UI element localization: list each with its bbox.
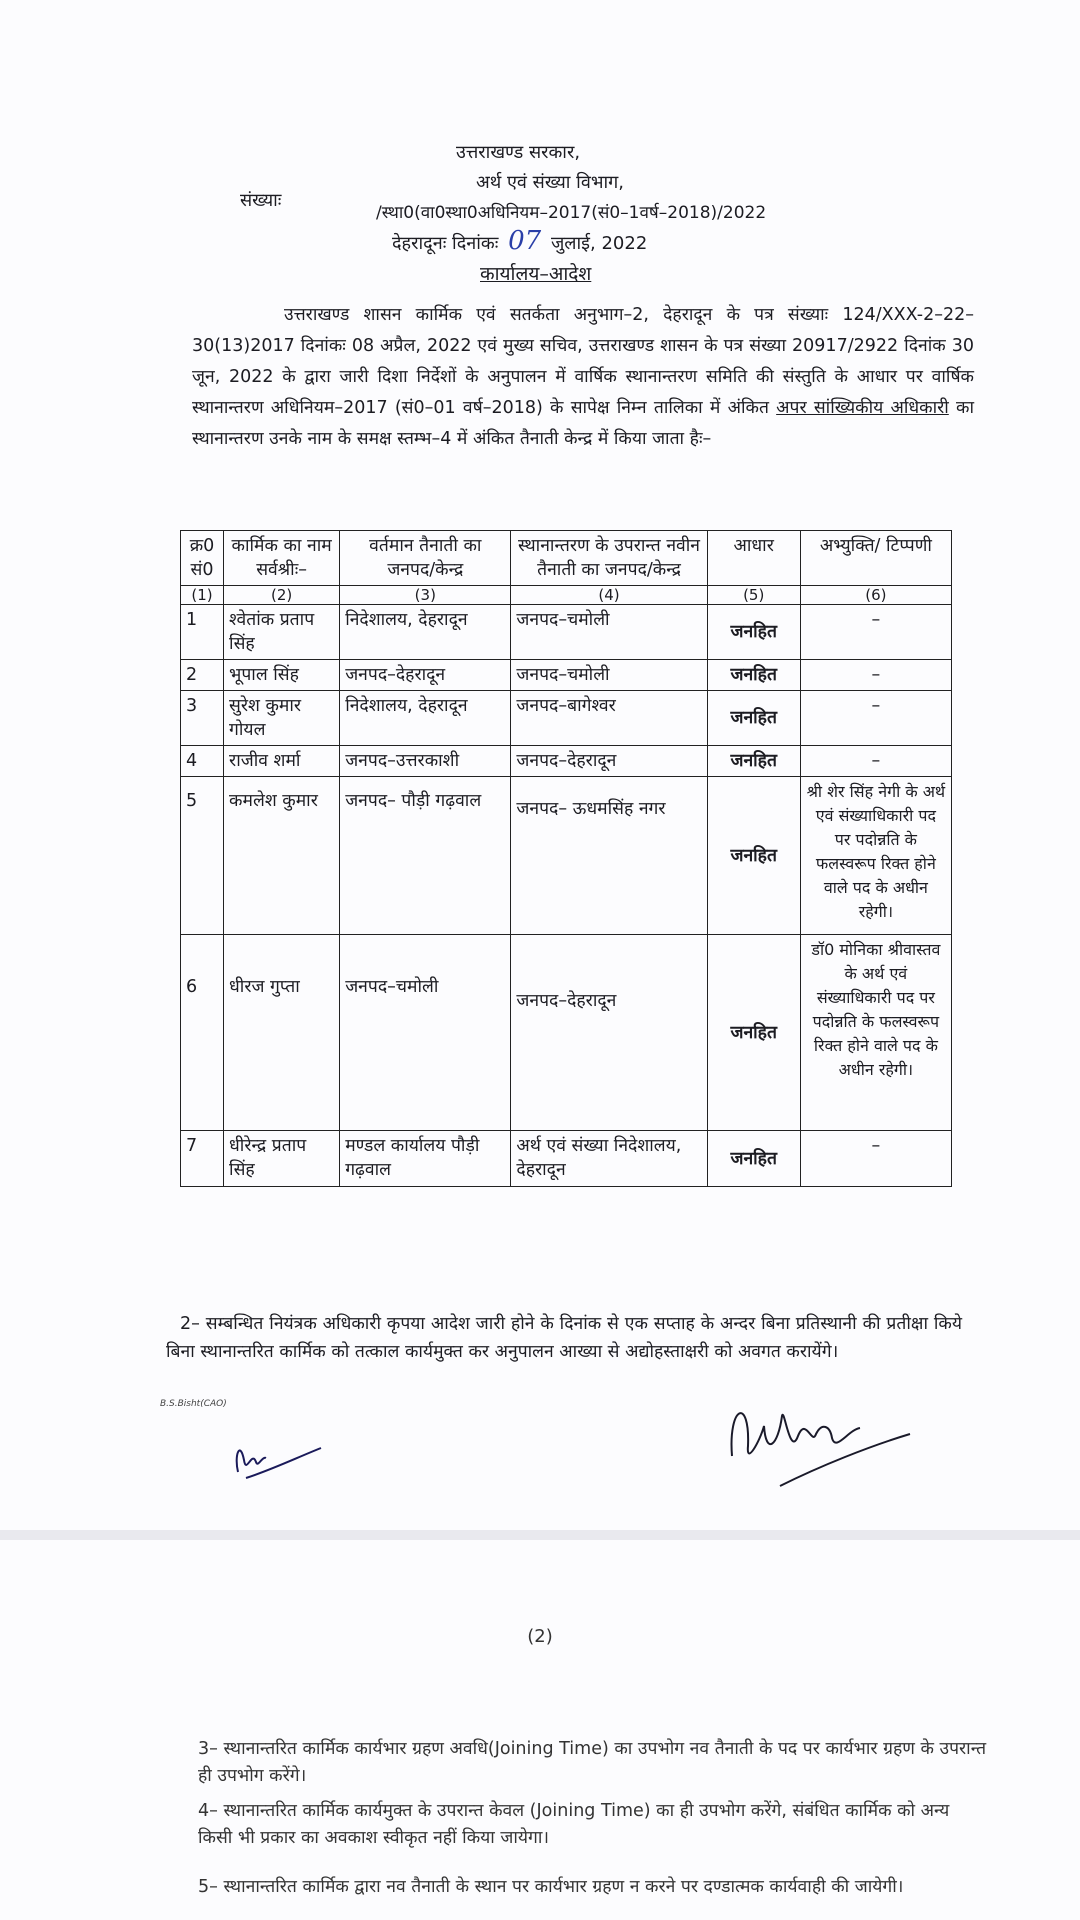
page-two bbox=[0, 1540, 1080, 1920]
cell-remark: – bbox=[800, 691, 951, 746]
cell-new: जनपद–देहरादून bbox=[511, 935, 707, 1131]
col-number: (3) bbox=[340, 586, 511, 605]
header-current-post: वर्तमान तैनाती का जनपद/केन्द्र bbox=[340, 531, 511, 586]
paragraph-3: 3– स्थानान्तरित कार्मिक कार्यभार ग्रहण अवधि(Joining Time) का उपभोग नव तैनाती के पद पर कार्यभार ग्रहण के उपरान्त ही उपभोग करेंगे। bbox=[198, 1739, 987, 1786]
designation-underlined: अपर सांख्यिकीय अधिकारी bbox=[776, 398, 949, 418]
cell-sno: 6 bbox=[181, 935, 224, 1131]
column-number-row bbox=[181, 586, 952, 605]
col-number: (5) bbox=[707, 586, 800, 605]
cell-current: निदेशालय, देहरादून bbox=[340, 691, 511, 746]
cell-remark: – bbox=[800, 660, 951, 691]
col-number: (2) bbox=[224, 586, 340, 605]
order-title: कार्यालय–आदेश bbox=[480, 263, 592, 285]
cell-remark: – bbox=[800, 746, 951, 777]
cell-name: धीरेन्द्र प्रताप सिंह bbox=[224, 1131, 340, 1187]
cell-new: जनपद– ऊधमसिंह नगर bbox=[511, 777, 707, 935]
department-name: अर्थ एवं संख्या विभाग, bbox=[476, 172, 625, 193]
cell-current: जनपद–उत्तरकाशी bbox=[340, 746, 511, 777]
date-prefix: देहरादूनः दिनांकः bbox=[392, 233, 499, 254]
cell-current: जनपद–चमोली bbox=[340, 935, 511, 1131]
cell-basis: जनहित bbox=[707, 691, 800, 746]
intro-text-a: उत्तराखण्ड शासन कार्मिक एवं सतर्कता अनुभाग–2, देहरादून के पत्र संख्याः 124/XXX-2–22–30(13)2017 दिनांकः 08 अप्रैल, 2022 एवं मुख्य सचिव, उत्तराखण्ड शासन के पत्र संख्या 20917/2922 दिनांक 30 जून, 2022 के द्वारा जारी दिशा निर्देशों के अनुपालन में वार्षिक स्थानान्तरण समिति की संस्तुति के आधार पर वार्षिक स्थानान्तरण अधिनियम–2017 (सं0–01 वर्ष–2018) के सापेक्ष निम्न तालिका में अंकित bbox=[192, 305, 974, 418]
table-row bbox=[181, 777, 952, 935]
cell-remark: – bbox=[800, 605, 951, 660]
intro-paragraph bbox=[192, 300, 974, 455]
cell-basis: जनहित bbox=[707, 605, 800, 660]
col-number: (6) bbox=[800, 586, 951, 605]
transfer-table bbox=[180, 530, 952, 1187]
cell-name: धीरज गुप्ता bbox=[224, 935, 340, 1131]
paragraph-5: 5– स्थानान्तरित कार्मिक द्वारा नव तैनाती के स्थान पर कार्यभार ग्रहण न करने पर दण्डात्मक कार्यवाही की जायेगी। bbox=[198, 1877, 904, 1897]
number-label: संख्याः bbox=[240, 190, 282, 211]
table-row bbox=[181, 1131, 952, 1187]
table-row bbox=[181, 935, 952, 1131]
cell-sno: 3 bbox=[181, 691, 224, 746]
date-day-handwritten: 07 bbox=[508, 226, 542, 256]
cell-remark: – bbox=[800, 1131, 951, 1187]
cell-sno: 2 bbox=[181, 660, 224, 691]
cell-current: जनपद– पौड़ी गढ़वाल bbox=[340, 777, 511, 935]
cell-name: राजीव शर्मा bbox=[224, 746, 340, 777]
page-gap bbox=[0, 1530, 1080, 1540]
cell-current: मण्डल कार्यालय पौड़ी गढ़वाल bbox=[340, 1131, 511, 1187]
cell-new: जनपद–चमोली bbox=[511, 660, 707, 691]
cell-sno: 1 bbox=[181, 605, 224, 660]
paragraph-4: 4– स्थानान्तरित कार्मिक कार्यमुक्त के उपरान्त केवल (Joining Time) का ही उपभोग करेंगे, संबंधित कार्मिक को अन्य किसी भी प्रकार का अवकाश स्वीकृत नहीं किया जायेगा। bbox=[198, 1801, 950, 1848]
cell-new: जनपद–चमोली bbox=[511, 605, 707, 660]
initials-signature bbox=[226, 1420, 336, 1490]
cell-sno: 7 bbox=[181, 1131, 224, 1187]
cell-basis: जनहित bbox=[707, 1131, 800, 1187]
cell-current: जनपद–देहरादून bbox=[340, 660, 511, 691]
table-row bbox=[181, 691, 952, 746]
header-sno: क्र0 सं0 bbox=[181, 531, 224, 586]
table-header-row bbox=[181, 531, 952, 586]
cell-name: भूपाल सिंह bbox=[224, 660, 340, 691]
govt-name: उत्तराखण्ड सरकार, bbox=[456, 142, 581, 163]
cell-name: श्वेतांक प्रताप सिंह bbox=[224, 605, 340, 660]
intro-text-b: का स्थानान्तरण उनके नाम के समक्ष स्तम्भ–4 में अंकित तैनाती केन्द्र में किया जाता हैः– bbox=[192, 398, 974, 449]
cell-remark: श्री शेर सिंह नेगी के अर्थ एवं संख्याधिकारी पद पर पदोन्नति के फलस्वरूप रिक्त होने वाले पद के अधीन रहेगी। bbox=[800, 777, 951, 935]
table-row bbox=[181, 660, 952, 691]
officer-signature bbox=[720, 1386, 920, 1506]
header-basis: आधार bbox=[707, 531, 800, 586]
col-number: (1) bbox=[181, 586, 224, 605]
cell-basis: जनहित bbox=[707, 660, 800, 691]
cell-new: जनपद–बागेश्वर bbox=[511, 691, 707, 746]
table-row bbox=[181, 605, 952, 660]
cell-current: निदेशालय, देहरादून bbox=[340, 605, 511, 660]
cell-name: कमलेश कुमार bbox=[224, 777, 340, 935]
table-row bbox=[181, 746, 952, 777]
date-line bbox=[392, 226, 647, 256]
date-suffix: जुलाई, 2022 bbox=[550, 233, 648, 254]
cell-sno: 5 bbox=[181, 777, 224, 935]
cell-name: सुरेश कुमार गोयल bbox=[224, 691, 340, 746]
cell-new: जनपद–देहरादून bbox=[511, 746, 707, 777]
order-number: /स्था0(वा0स्था0अधिनियम–2017(सं0–1वर्ष–2018)/2022 bbox=[376, 203, 767, 223]
header-new-post: स्थानान्तरण के उपरान्त नवीन तैनाती का जनपद/केन्द्र bbox=[511, 531, 707, 586]
cell-basis: जनहित bbox=[707, 777, 800, 935]
header-remark: अभ्युक्ति/ टिप्पणी bbox=[800, 531, 951, 586]
header-name: कार्मिक का नाम सर्वश्रीः– bbox=[224, 531, 340, 586]
cell-basis: जनहित bbox=[707, 935, 800, 1131]
col-number: (4) bbox=[511, 586, 707, 605]
paragraph-2: 2– सम्बन्धित नियंत्रक अधिकारी कृपया आदेश जारी होने के दिनांक से एक सप्ताह के अन्दर बिना प्रतिस्थानी की प्रतीक्षा किये बिना स्थानान्तरित कार्मिक को तत्काल कार्यमुक्त कर अनुपालन आख्या से अद्योहस्ताक्षरी को अवगत करायेंगे। bbox=[166, 1314, 962, 1362]
cell-sno: 4 bbox=[181, 746, 224, 777]
cell-remark: डॉ0 मोनिका श्रीवास्तव के अर्थ एवं संख्याधिकारी पद पर पदोन्नति के फलस्वरूप रिक्त होने वाले पद के अधीन रहेगी। bbox=[800, 935, 951, 1131]
cell-new: अर्थ एवं संख्या निदेशालय, देहरादून bbox=[511, 1131, 707, 1187]
page-number: (2) bbox=[527, 1626, 553, 1647]
cell-basis: जनहित bbox=[707, 746, 800, 777]
typist-mark: B.S.Bisht(CAO) bbox=[160, 1399, 227, 1409]
